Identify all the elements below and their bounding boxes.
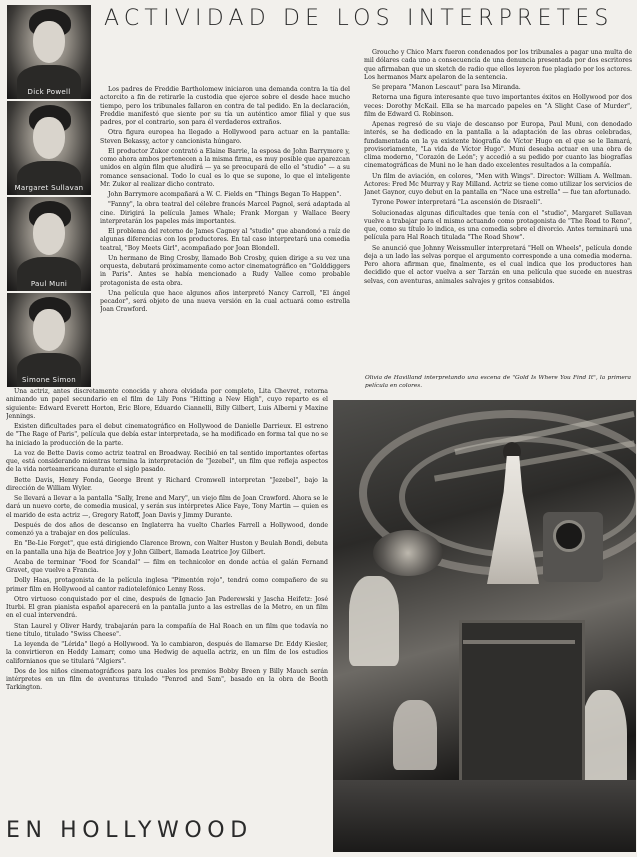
- paragraph: Se prepara "Manon Lescaut" para Isa Miranda.: [372, 84, 521, 91]
- paragraph: Dos de los niños cinematográficos para los cuales los premios Bobby Breen y Billy Mauch serán intérpretes en un film de aventuras titulado "Penrod and Sam", basado en la obra de Booth Tarkington.: [6, 667, 328, 692]
- paragraph: La leyenda de "Lérida" llegó a Hollywood. Ya lo cambiaron, después de llamarse Dr. Eddy Kiesler, la convirtieron en Heddy Lamarr, como una Hedwig de aquella actriz, en un film de los estudios californianos que se titulará "Algiers".: [6, 641, 328, 665]
- paragraph: Retorna una figura interesante que tuvo importantes éxitos en Hollywood por dos veces: Dorothy McKail. Ella se ha marcado papeles en "A Slight Case of Murder", film de Edward G. Robinson.: [364, 94, 632, 118]
- paragraph: Se llevará a llevar a la pantalla "Sally, Irene and Mary", un viejo film de Joan Crawford. Ahora se le dará un nuevo corte, de comedia musical, y serán sus intérpretes Alice Faye, Tony Martin — quien es el marido de esta actriz —, Gregory Ratoff, Joan Davis y Jimmy Durante.: [6, 495, 328, 519]
- paragraph: John Barrymore acompañará a W. C. Fields en "Things Began To Happen".: [108, 191, 342, 198]
- article-column-3: [6, 388, 328, 815]
- portrait-caption: Dick Powell: [27, 88, 71, 96]
- flower-arrangement: [373, 530, 443, 576]
- paragraph: El productor Zukor contrató a Elaine Barrie, la esposa de John Barrymore y, como ahora ambos pertenecen a la misma firma, es muy posible que aparezcan unidos en algún film que aludirá — ya se preocupará de ello el "studio" — a su romance sensacional. Todo lo cual es lo que se supone, lo que el inteligente Mr. Zukor al realizar dicho contrato.: [100, 147, 350, 188]
- page-title: ACTIVIDAD DE LOS INTERPRETES: [104, 6, 614, 31]
- paragraph: Stan Laurel y Oliver Hardy, trabajarán para la compañía de Hal Roach en un film que todavía no tiene título, titulado "Swiss Cheese".: [6, 622, 328, 638]
- studio-floor: [333, 780, 636, 852]
- portrait-caption: Simone Simon: [22, 376, 76, 384]
- dolly-stripe: [463, 640, 575, 644]
- paragraph: Apenas regresó de su viaje de descanso por Europa, Paul Muni, con denodado interés, se ha dedicado en la pantalla a la adaptación de las obras celebradas, fundamentada en la ya existente biografía de Víctor Hugo en el que se le llamará, provisoriamente, "La vida de Víctor Hugo". Muni deseaba actuar en una obra de clima moderno, "Corazón de León"; y accedió a su pedido por cuanto las biografías cinematográficas de Muni no le han dado excelentes resultados a la compañía.: [364, 121, 632, 170]
- paragraph: Un hermano de Bing Crosby, llamado Bob Crosby, quien dirige a su vez una orquesta, debutará próximamente como actor cinematográfico en "Golddiggers in Paris". Antes se había mencionado a Rudy Vallee como probable protagonista de esta obra.: [100, 254, 350, 287]
- paragraph: Otro virtuoso conquistado por el cine, después de Ignacio Jan Paderewski y Jascha Heifetz: José Iturbi. El gran pianista español aparecerá en la pantalla junto a las estrellas de la Metro, en un film en el cual intervendrá.: [6, 595, 328, 620]
- paragraph: Una actriz, antes discretamente conocida y ahora olvidada por completo, Lita Chevret, retorna animando un papel secundario en el film de Lily Pons "Hitting a New High", cuyo reparto es el siguiente: Edward Everett Horton, Eric Blore, Eduardo Ciannelli, Billy Gilbert, Luis Alberni y Maxine Jennings.: [6, 388, 328, 420]
- paragraph: Bette Davis, Henry Fonda, George Brent y Richard Cromwell interpretan "Jezebel", bajo la dirección de William Wyler.: [6, 476, 328, 492]
- paragraph: Dolly Haas, protagonista de la película inglesa "Pimentón rojo", tendrá como compañero de su primer film en Hollywood al cantor radiotelefónico Lenny Ross.: [6, 577, 328, 593]
- paragraph: Los padres de Freddie Bartholomew iniciaron una demanda contra la tía del actorcito a fin de retirarle la custodia que ejerce sobre el desde hace mucho tiempo, pero los tribunales fallaron en contra de tal pedido. En la declaración, Freddie manifestó que siente por su tía un auténtico amor filial y que sus padres, por el contrario, son para él verdaderos extraños.: [100, 86, 350, 126]
- portrait-column: [7, 5, 91, 387]
- paragraph: Después de dos años de descanso en Inglaterra ha vuelto Charles Farrell a Hollywood, donde comenzó ya a trabajar en dos películas.: [6, 521, 328, 537]
- paragraph: Tyrone Power interpretará "La ascensión de Disraeli".: [372, 199, 543, 207]
- paragraph: La voz de Bette Davis como actriz teatral en Broadway. Recibió en tal sentido importantes ofertas que, está considerando mientras termina la interpretación de "Jezebel", un film que refleja aspectos de la vida norteamericana durante el siglo pasado.: [6, 449, 328, 474]
- paragraph: Otra figura europea ha llegado a Hollywood para actuar en la pantalla: Steven Bekassy, actor y cancionista húngaro.: [100, 129, 350, 145]
- paragraph: Se anunció que Johnny Weissmuller interpretará "Hell on Wheels", película donde deja a un lado las selvas porque el argumento corresponde a una comedia moderna. Pero ahora afirman que, finalmente, es el cual indica que los productores han decidido que el actor vuelva a ser Tarzán en una película que sucede en nuestras selvas, con aventuras, animales salvajes y gritos consabidos.: [364, 244, 632, 285]
- paragraph: El problema del retorno de James Cagney al "studio" que abandonó a raíz de algunas diferencias con los productores. En tal caso interpretará una comedia teatral, "Boy Meets Girl", acompañado por Joan Blondell.: [100, 228, 350, 252]
- portrait-margaret-sullavan: [7, 101, 91, 195]
- film-set-photo: [333, 400, 636, 852]
- portrait-dick-powell: [7, 5, 91, 99]
- paragraph: Acaba de terminar "Food for Scandal" — film en technicolor en donde actúa el galán Fernand Gravet, que vuelve a Francia.: [6, 558, 328, 574]
- portrait-caption: Paul Muni: [30, 280, 68, 288]
- crew-member: [393, 700, 437, 770]
- portrait-simone-simon: [7, 293, 91, 387]
- page-footer-title: EN HOLLYWOOD: [6, 818, 253, 843]
- article-column-1: [100, 86, 350, 384]
- paragraph: Una película que hace algunos años interpretó Nancy Carroll, "El ángel pecador", será objeto de una nueva versión en la cual actuará como estrella Joan Crawford.: [100, 289, 350, 314]
- crew-member: [349, 576, 399, 666]
- paragraph: En "Be-Lie Forget", que está dirigiendo Clarence Brown, con Walter Huston y Beulah Bondi, debuta en la pantalla una hija de Beatrice Joy y John Gilbert, llamada Leatrice Joy Gilbert.: [6, 540, 328, 556]
- paragraph: Groucho y Chico Marx fueron condenados por los tribunales a pagar una multa de mil dólares cada uno a consecuencia de una denuncia presentada por dos escritores que afirmaban que un sketch de radio que ellos leyeron fue plagiado por los actores. Los hermanos Marx apelaron de la sentencia.: [364, 49, 632, 81]
- paragraph: Existen dificultades para el debut cinematográfico en Hollywood de Danielle Darrieux. El estreno de "The Rage of Paris", película que debía estar interpretada, se ha modificado en forma tal que no se ha iniciado la producción de la parte.: [6, 423, 328, 447]
- portrait-paul-muni: [7, 197, 91, 291]
- portrait-caption: Margaret Sullavan: [14, 184, 84, 192]
- paragraph: Solucionadas algunas dificultades que tenía con el "studio", Margaret Sullavan vuelve a trabajar para el mismo actuando como protagonista de "The Road to Reno", que, como su título lo indica, es una comedia sobre el divorcio. Antes terminará una película para Hal Roach titulada "The Road Show".: [364, 209, 632, 242]
- paragraph: Un film de aviación, en colores, "Men with Wings". Director: William A. Wellman. Actores: Fred Mc Murray y Ray Milland. Actriz se tiene como utilizar los servicios de Janet Gaynor, cuyo debut en la pantalla en "Nace una estrella" — fue tan afortunado.: [364, 172, 632, 196]
- paragraph: "Fanny", la obra teatral del célebre francés Marcel Pagnol, será adaptada al cine. Dirigirá la película James Whale; Frank Morgan y Wallace Beery interpretarán los papeles más importantes.: [100, 201, 350, 225]
- article-column-2: [364, 49, 632, 371]
- camera-lens: [553, 520, 585, 552]
- photo-caption: Olivia de Havilland interpretando una escena de "Gold Is Where You Find It", la primera película en colores.: [365, 375, 631, 389]
